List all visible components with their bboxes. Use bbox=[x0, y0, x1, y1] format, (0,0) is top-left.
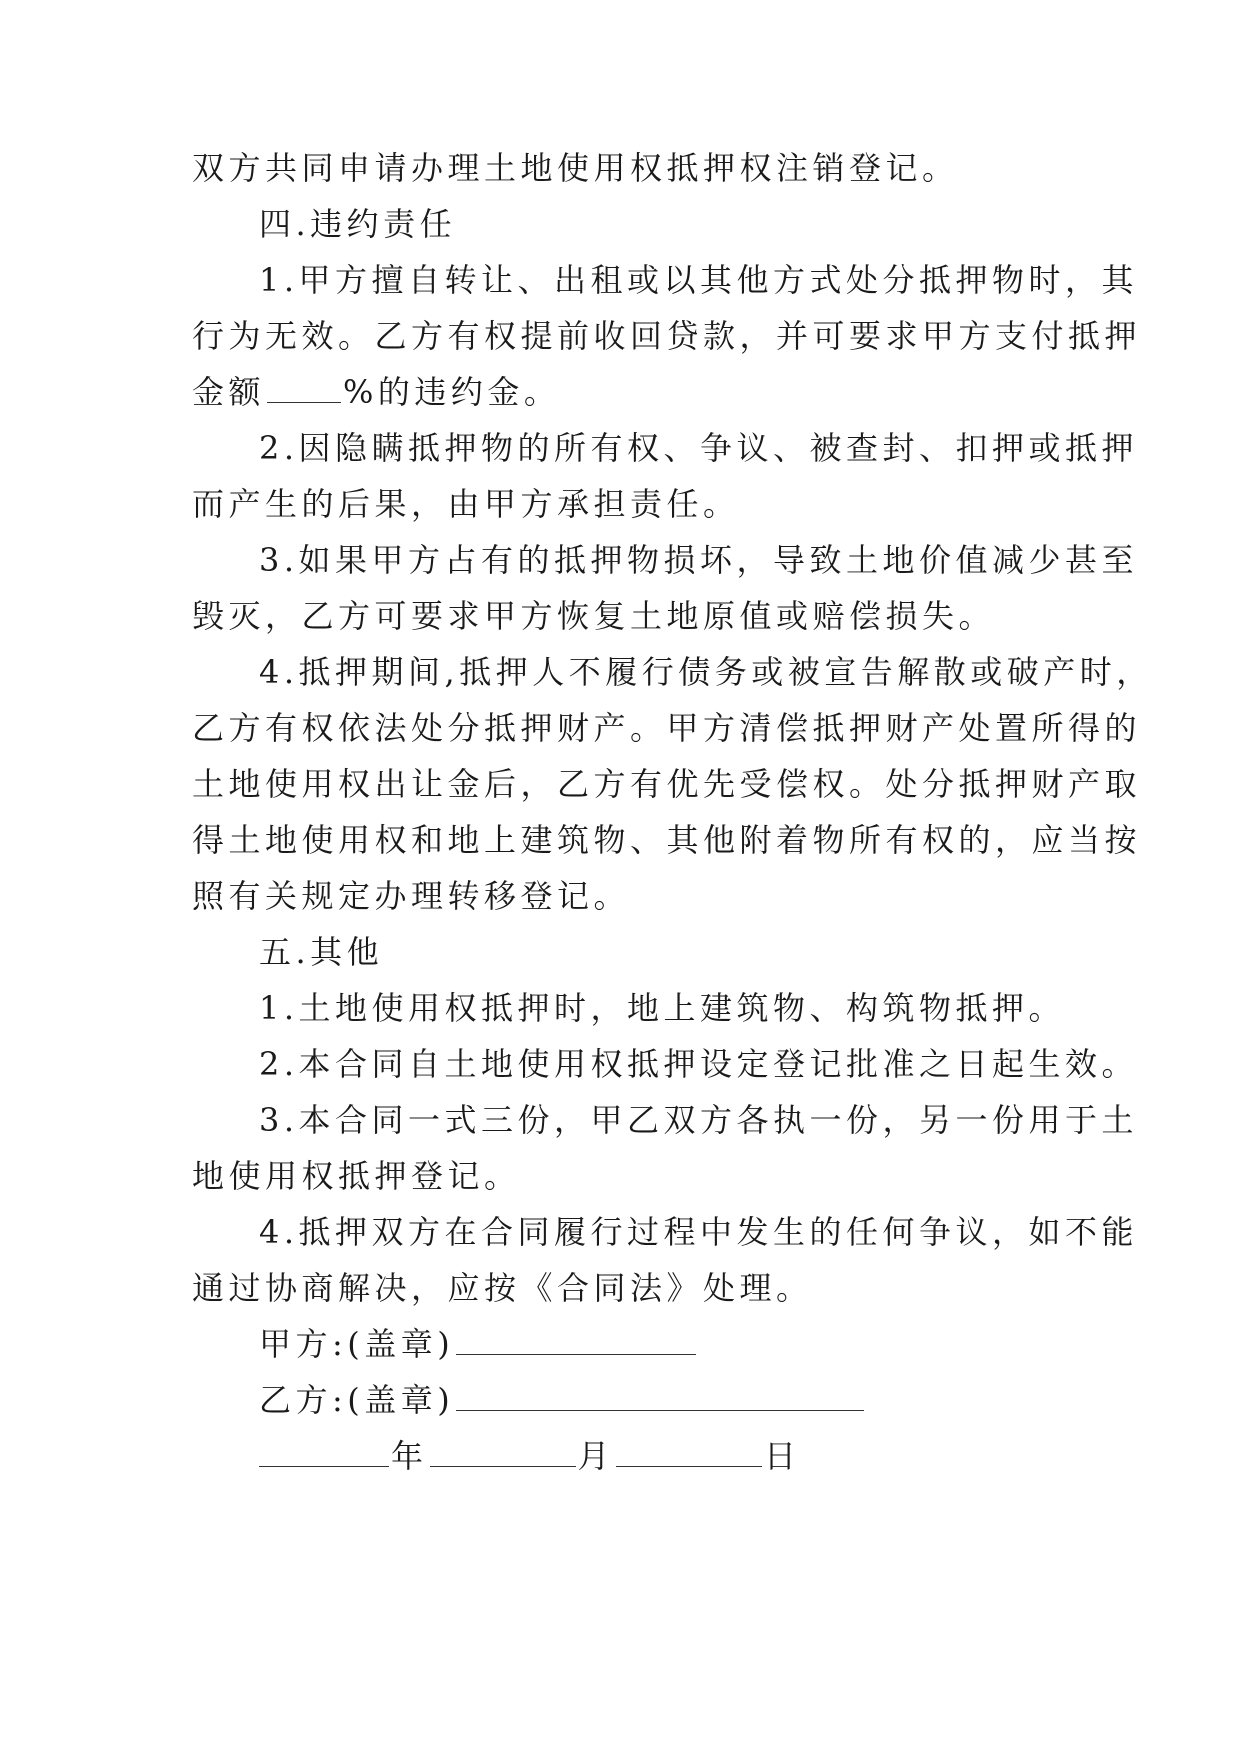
paragraph-line: 1.甲方擅自转让、出租或以其他方式处分抵押物时，其 bbox=[259, 261, 1139, 299]
section-heading-other: 五.其他 bbox=[259, 933, 384, 971]
paragraph-line: 2.因隐瞒抵押物的所有权、争议、被查封、扣押或抵押 bbox=[259, 429, 1139, 467]
paragraph-line: 通过协商解决，应按《合同法》处理。 bbox=[192, 1269, 813, 1307]
paragraph-line: 2.本合同自土地使用权抵押设定登记批准之日起生效。 bbox=[259, 1045, 1139, 1083]
paragraph-line: 双方共同申请办理土地使用权抵押权注销登记。 bbox=[192, 149, 959, 187]
paragraph-line: 行为无效。乙方有权提前收回贷款，并可要求甲方支付抵押 bbox=[192, 317, 1142, 355]
party-a-signature-line bbox=[259, 1324, 698, 1364]
party-b-label: 乙方:(盖章) bbox=[259, 1381, 455, 1419]
day-label: 日 bbox=[764, 1437, 801, 1475]
paragraph-line: 3.本合同一式三份，甲乙双方各执一份，另一份用于土 bbox=[259, 1101, 1139, 1139]
year-label: 年 bbox=[391, 1437, 428, 1475]
paragraph-line: 1.土地使用权抵押时，地上建筑物、构筑物抵押。 bbox=[259, 989, 1066, 1027]
day-blank bbox=[616, 1436, 762, 1467]
paragraph-line: 4.抵押期间,抵押人不履行债务或被宣告解散或破产时， bbox=[259, 653, 1153, 691]
month-blank bbox=[430, 1436, 576, 1467]
paragraph-line: 地使用权抵押登记。 bbox=[192, 1157, 521, 1195]
section-heading-breach: 四.违约责任 bbox=[259, 205, 457, 243]
text-fragment: %的违约金。 bbox=[343, 373, 561, 411]
date-line bbox=[259, 1436, 801, 1476]
paragraph-line-with-blank bbox=[192, 372, 560, 412]
paragraph-line: 照有关规定办理转移登记。 bbox=[192, 877, 631, 915]
party-b-signature-line bbox=[259, 1380, 866, 1420]
paragraph-line: 土地使用权出让金后，乙方有优先受偿权。处分抵押财产取 bbox=[192, 765, 1142, 803]
paragraph-line: 得土地使用权和地上建筑物、其他附着物所有权的，应当按 bbox=[192, 821, 1142, 859]
fill-in-blank-percent bbox=[267, 372, 341, 403]
party-b-seal-blank bbox=[456, 1380, 864, 1411]
month-label: 月 bbox=[577, 1437, 615, 1475]
paragraph-line: 毁灭，乙方可要求甲方恢复土地原值或赔偿损失。 bbox=[192, 597, 996, 635]
year-blank bbox=[259, 1436, 389, 1467]
paragraph-line: 乙方有权依法处分抵押财产。甲方清偿抵押财产处置所得的 bbox=[192, 709, 1142, 747]
text-fragment: 金额 bbox=[192, 373, 266, 411]
party-a-seal-blank bbox=[456, 1324, 696, 1355]
paragraph-line: 3.如果甲方占有的抵押物损坏，导致土地价值减少甚至 bbox=[259, 541, 1139, 579]
party-a-label: 甲方:(盖章) bbox=[259, 1325, 455, 1363]
paragraph-line: 4.抵押双方在合同履行过程中发生的任何争议，如不能 bbox=[259, 1213, 1139, 1251]
paragraph-line: 而产生的后果，由甲方承担责任。 bbox=[192, 485, 740, 523]
